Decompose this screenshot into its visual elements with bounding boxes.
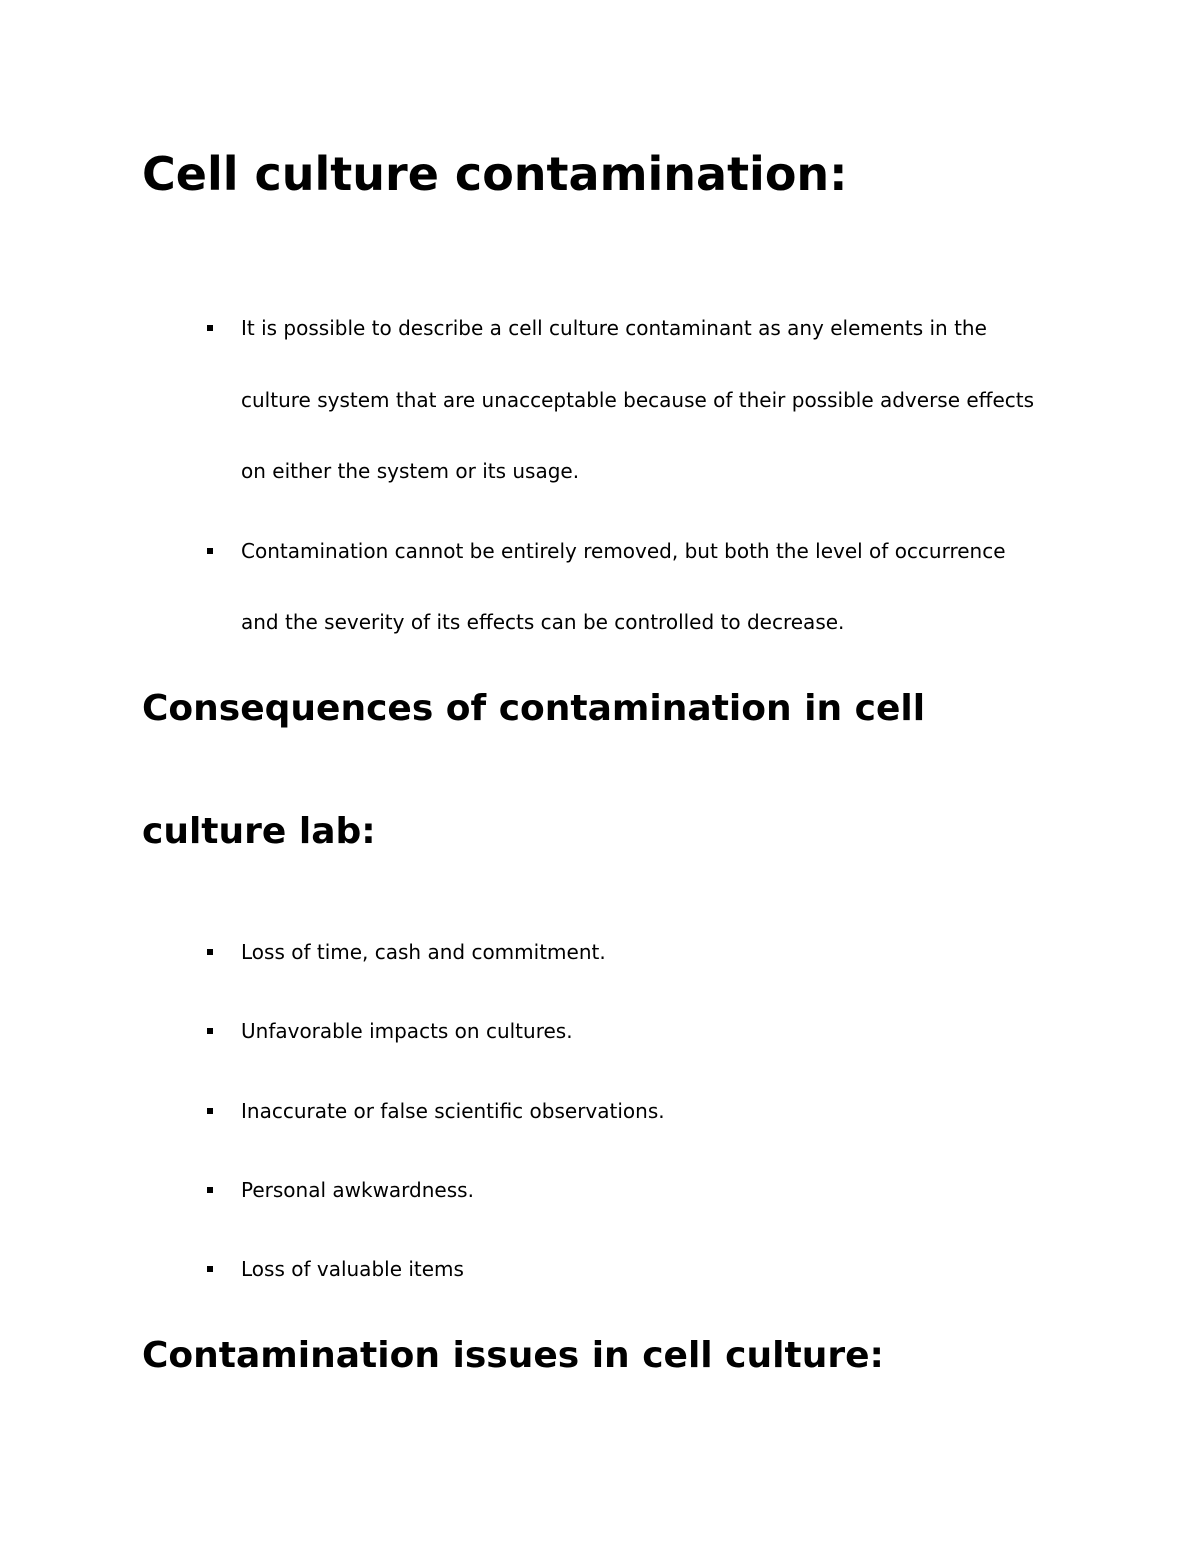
- square-bullet-icon: [207, 949, 213, 955]
- list-item-text: Loss of time, cash and commitment.: [241, 940, 606, 964]
- square-bullet-icon: [207, 1108, 213, 1114]
- list-item-text: Unfavorable impacts on cultures.: [241, 1019, 573, 1043]
- square-bullet-icon: [207, 1187, 213, 1193]
- section-heading-consequences: Consequences of contamination in cell: [142, 688, 926, 729]
- list-item-text: on either the system or its usage.: [241, 459, 580, 483]
- list-item-text: It is possible to describe a cell culture contaminant as any elements in the: [241, 316, 987, 340]
- section-heading-issues: Contamination issues in cell culture:: [142, 1335, 884, 1376]
- list-item-text: Contamination cannot be entirely removed, but both the level of occurrence: [241, 539, 1006, 563]
- list-item-text: Personal awkwardness.: [241, 1178, 474, 1202]
- list-item-text: culture system that are unacceptable because of their possible adverse effects: [241, 388, 1035, 412]
- list-item-text: and the severity of its effects can be controlled to decrease.: [241, 610, 845, 634]
- square-bullet-icon: [207, 548, 213, 554]
- square-bullet-icon: [207, 1266, 213, 1272]
- list-item-text: Loss of valuable items: [241, 1257, 464, 1281]
- list-item-text: Inaccurate or false scientific observations.: [241, 1099, 665, 1123]
- page-title: Cell culture contamination:: [142, 147, 848, 201]
- square-bullet-icon: [207, 1028, 213, 1034]
- section-heading-consequences-cont: culture lab:: [142, 811, 376, 852]
- square-bullet-icon: [207, 325, 213, 331]
